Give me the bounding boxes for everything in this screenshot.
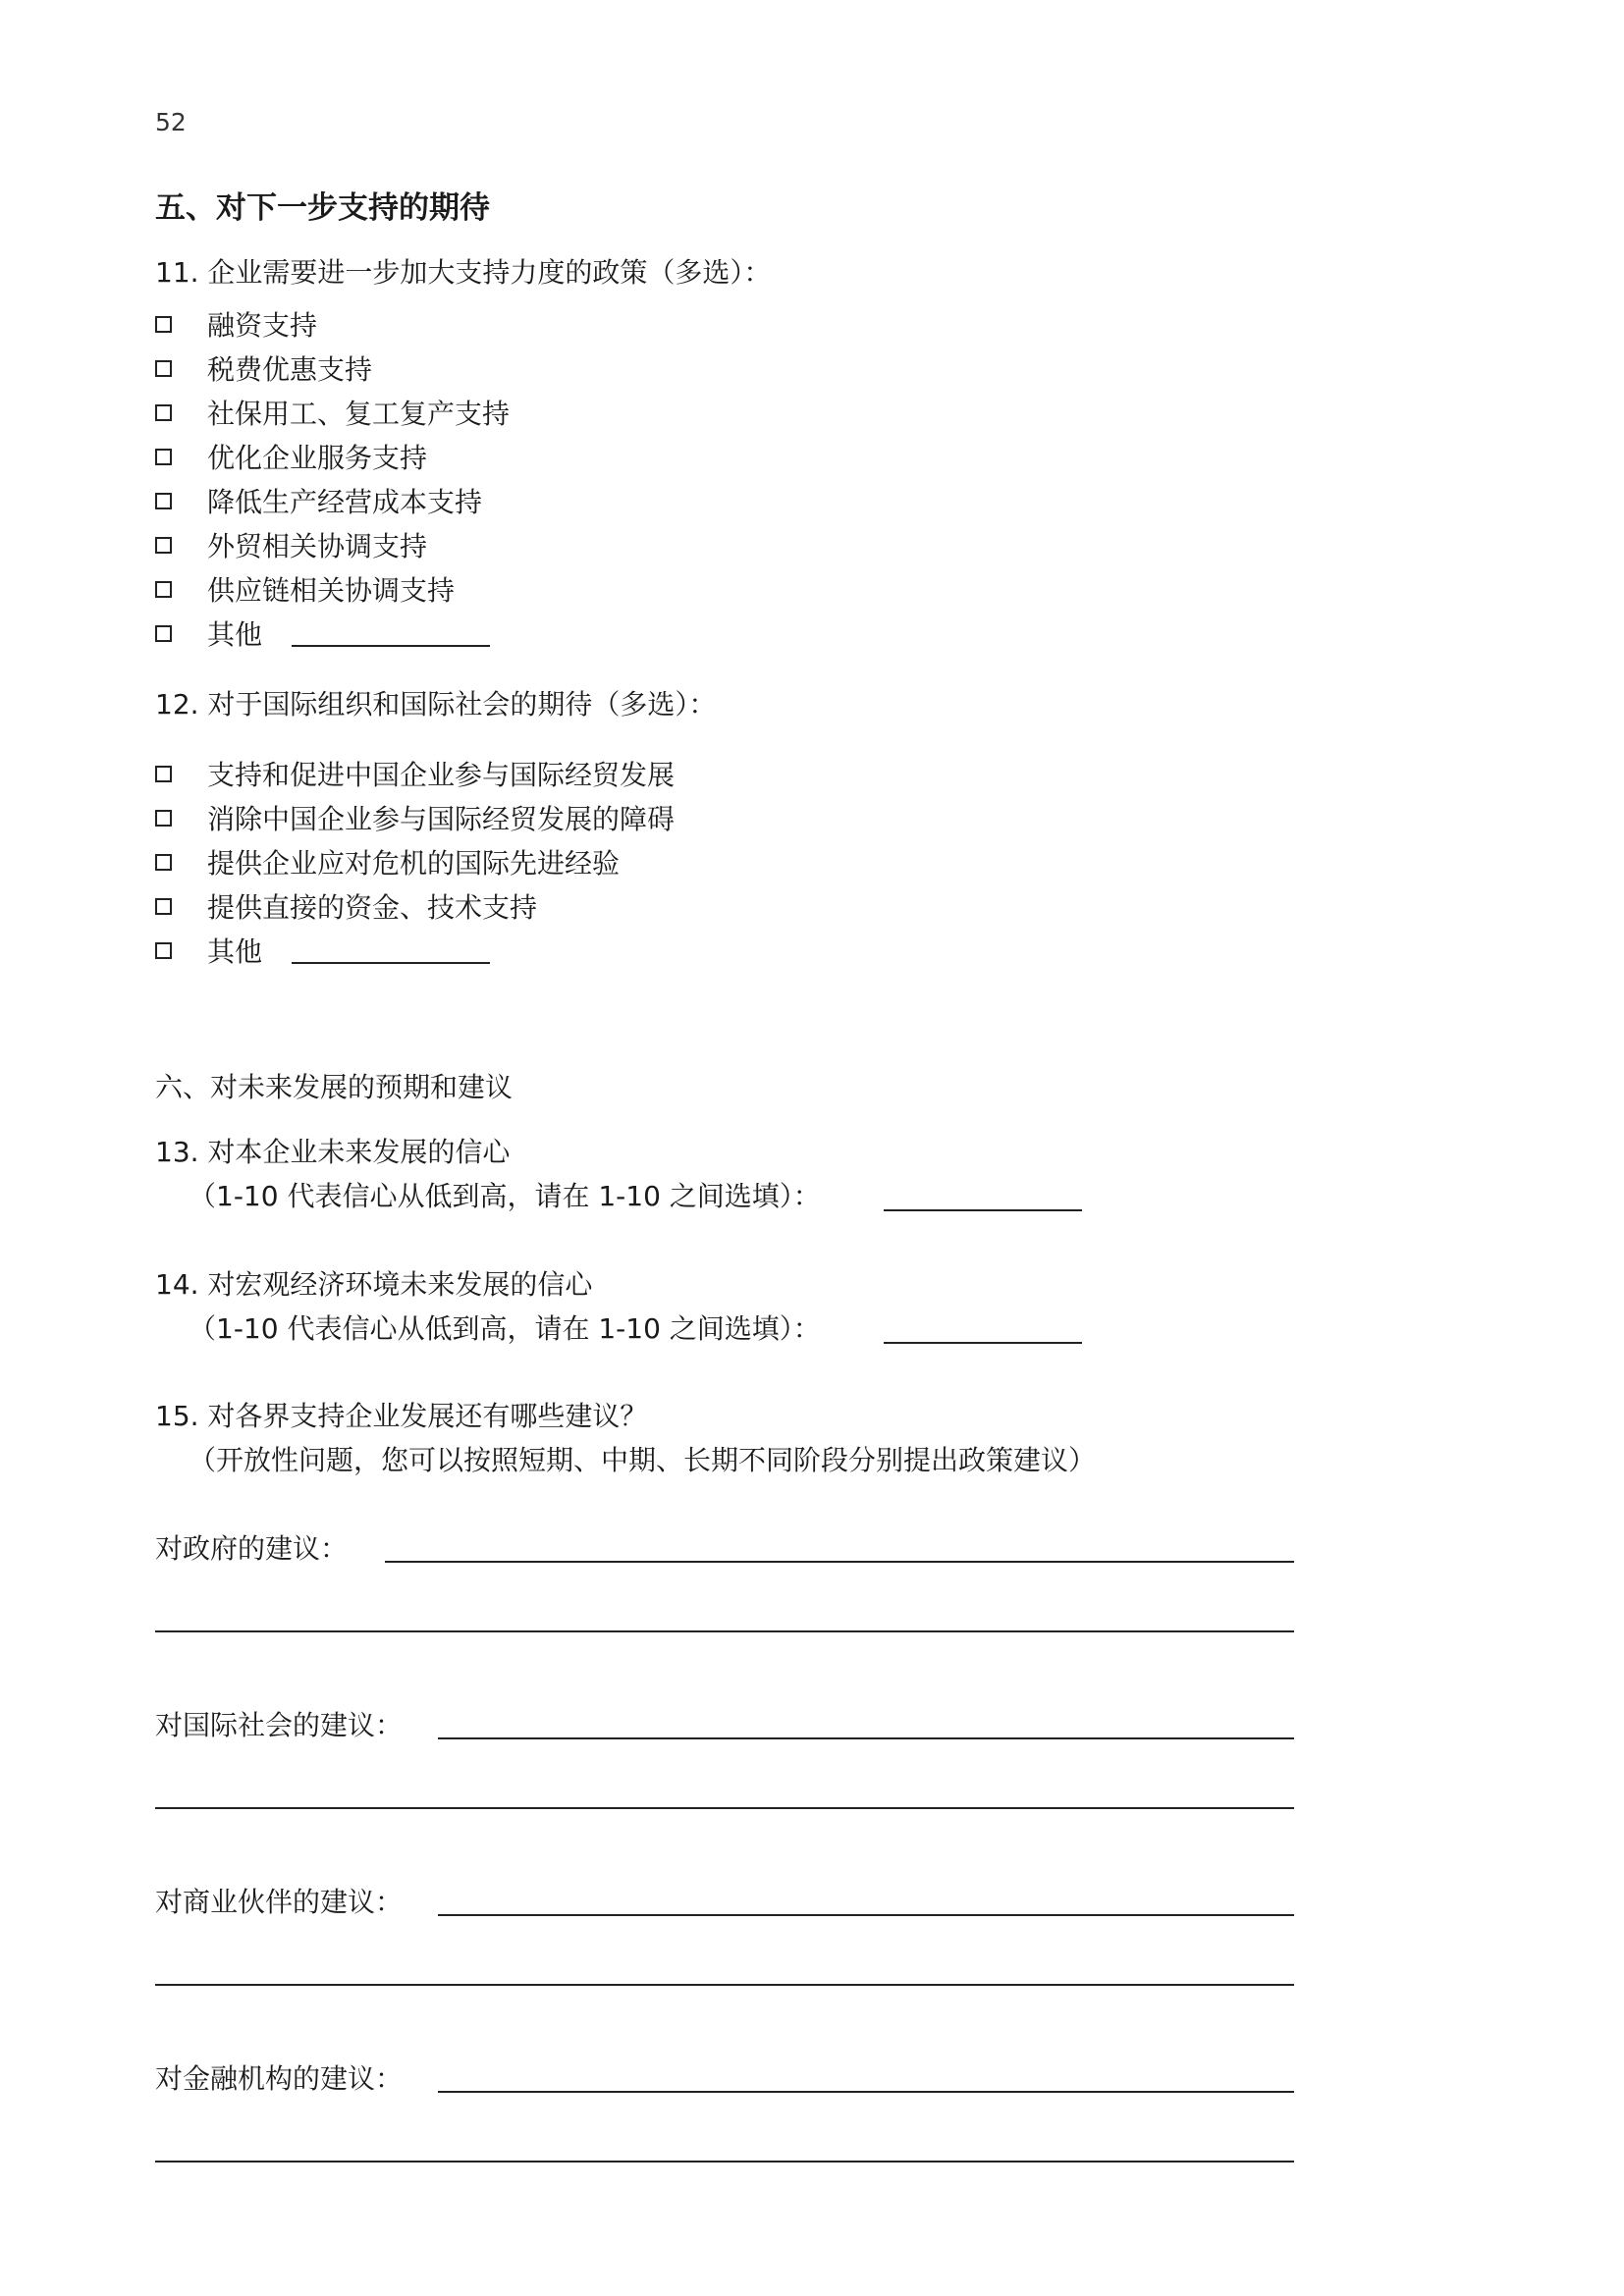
question-13-hint: （1-10 代表信心从低到高，请在 1-10 之间选填）： [189, 1180, 821, 1212]
option-label: 供应链相关协调支持 [207, 574, 456, 607]
option-label: 消除中国企业参与国际经贸发展的障碍 [207, 803, 676, 835]
q14-answer-blank[interactable] [884, 1342, 1082, 1344]
question-14-hint: （1-10 代表信心从低到高，请在 1-10 之间选填）： [189, 1312, 821, 1345]
q11-option-other[interactable] [155, 615, 490, 651]
checkbox-icon[interactable] [155, 360, 172, 377]
option-label: 融资支持 [207, 309, 318, 342]
checkbox-icon[interactable] [155, 581, 172, 598]
q12-option-experience[interactable] [155, 844, 620, 880]
suggestion-international-line-2[interactable] [155, 1807, 1294, 1809]
checkbox-icon[interactable] [155, 537, 172, 554]
suggestion-international-line-1[interactable] [438, 1737, 1294, 1739]
question-12-label: 12. 对于国际组织和国际社会的期待（多选）： [155, 688, 717, 721]
q11-option-trade[interactable] [155, 527, 427, 562]
q12-option-other[interactable] [155, 933, 490, 968]
option-label: 支持和促进中国企业参与国际经贸发展 [207, 759, 676, 791]
option-label: 社保用工、复工复产支持 [207, 398, 511, 430]
q11-option-services[interactable] [155, 439, 427, 474]
checkbox-icon[interactable] [155, 316, 172, 333]
other-fill-blank[interactable] [292, 645, 490, 647]
suggestion-government-line-2[interactable] [155, 1630, 1294, 1632]
option-label: 税费优惠支持 [207, 353, 373, 386]
other-fill-blank[interactable] [292, 962, 490, 964]
option-label: 降低生产经营成本支持 [207, 486, 483, 518]
checkbox-icon[interactable] [155, 493, 172, 509]
option-label: 外贸相关协调支持 [207, 530, 428, 562]
suggestion-financial-line-1[interactable] [438, 2091, 1294, 2093]
checkbox-icon[interactable] [155, 449, 172, 465]
option-label: 优化企业服务支持 [207, 442, 428, 474]
question-13-label: 13. 对本企业未来发展的信心 [155, 1136, 511, 1168]
checkbox-icon[interactable] [155, 810, 172, 827]
q11-option-supply-chain[interactable] [155, 571, 455, 607]
question-14-label: 14. 对宏观经济环境未来发展的信心 [155, 1268, 593, 1301]
checkbox-icon[interactable] [155, 942, 172, 959]
checkbox-icon[interactable] [155, 625, 172, 642]
suggestion-partners-label: 对商业伙伴的建议： [155, 1886, 404, 1918]
option-label: 提供企业应对危机的国际先进经验 [207, 847, 621, 880]
question-15-hint: （开放性问题，您可以按照短期、中期、长期不同阶段分别提出政策建议） [189, 1444, 1097, 1476]
suggestion-government-line-1[interactable] [385, 1561, 1294, 1563]
q11-option-tax[interactable] [155, 350, 372, 386]
q13-answer-blank[interactable] [884, 1209, 1082, 1211]
section-title-outlook: 六、对未来发展的预期和建议 [155, 1071, 514, 1103]
suggestion-partners-line-1[interactable] [438, 1914, 1294, 1916]
suggestion-financial-line-2[interactable] [155, 2161, 1294, 2163]
checkbox-icon[interactable] [155, 404, 172, 421]
option-label: 其他 [207, 618, 263, 651]
option-label: 提供直接的资金、技术支持 [207, 891, 538, 924]
suggestion-partners-line-2[interactable] [155, 1984, 1294, 1986]
q12-option-remove-barriers[interactable] [155, 800, 675, 835]
q12-option-funding[interactable] [155, 888, 537, 924]
checkbox-icon[interactable] [155, 766, 172, 782]
suggestion-financial-label: 对金融机构的建议： [155, 2062, 404, 2095]
suggestion-international-label: 对国际社会的建议： [155, 1709, 404, 1741]
option-label: 其他 [207, 935, 263, 968]
q11-option-financing[interactable] [155, 306, 317, 342]
q11-option-costs[interactable] [155, 483, 482, 518]
q11-option-social-security[interactable] [155, 395, 510, 430]
question-15-label: 15. 对各界支持企业发展还有哪些建议？ [155, 1400, 648, 1432]
section-title-expectations: 五、对下一步支持的期待 [155, 190, 490, 226]
page-number: 52 [155, 108, 187, 136]
checkbox-icon[interactable] [155, 898, 172, 915]
suggestion-government-label: 对政府的建议： [155, 1532, 349, 1565]
question-11-label: 11. 企业需要进一步加大支持力度的政策（多选）： [155, 256, 772, 289]
q12-option-promote[interactable] [155, 756, 675, 791]
checkbox-icon[interactable] [155, 854, 172, 871]
